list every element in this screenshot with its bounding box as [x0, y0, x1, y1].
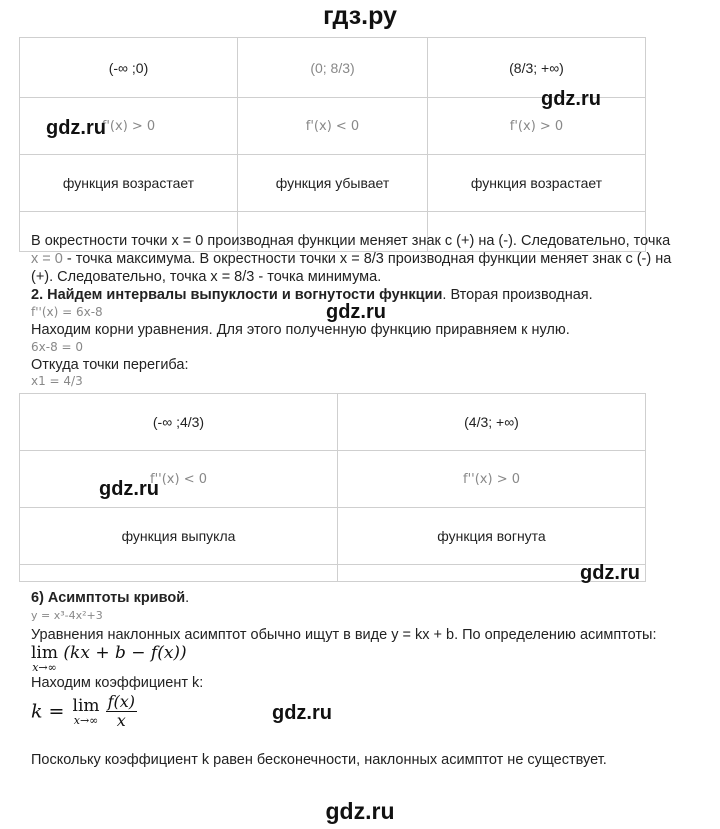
behavior-cell: функция возрастает: [428, 155, 646, 212]
inflection-point: x1 = 4/3: [31, 374, 83, 388]
second-derivative-formula: f''(x) = 6x-8: [31, 305, 103, 319]
behavior-cell: функция убывает: [238, 155, 428, 212]
behavior-cell: функция возрастает: [20, 155, 238, 212]
k-formula: k = lim x→∞ $\frac{f(x)}{x}$: [31, 692, 136, 730]
text-line: В окрестности точки x = 0 производная функции меняет знак с (+) на (-). Следовательно, точка: [31, 233, 671, 249]
text-line: Находим корни уравнения. Для этого полученную функцию приравняем к нулю.: [31, 322, 570, 338]
text-line: Находим коэффициент k:: [31, 675, 204, 691]
watermark: gdz.ru: [99, 478, 159, 500]
derivative-sign-cell: f'(x) > 0: [428, 98, 646, 155]
interval-cell: (8/3; +∞): [428, 38, 646, 98]
text-line: x = 0 - точка максимума. В окрестности точки x = 8/3 производная функции меняет знак с (-) на: [31, 251, 672, 267]
derivative-sign-cell: f'(x) > 0: [20, 98, 238, 155]
interval-cell: (-∞ ;0): [20, 38, 238, 98]
text-line: Уравнения наклонных асимптот обычно ищут в виде y = kx + b. По определению асимптоты:: [31, 627, 657, 643]
watermark: gdz.ru: [326, 301, 386, 323]
second-derivative-sign-cell: f''(x) < 0: [20, 451, 338, 508]
watermark: gdz.ru: [272, 702, 332, 724]
sign-table-first-derivative: [19, 37, 646, 252]
text-line: Поскольку коэффициент k равен бесконечности, наклонных асимптот не существует.: [31, 752, 607, 768]
curve-function: y = x³-4x²+3: [31, 609, 103, 622]
second-derivative-sign-cell: f''(x) > 0: [338, 451, 646, 508]
behavior-cell: функция вогнута: [338, 508, 646, 565]
interval-cell: (4/3; +∞): [338, 394, 646, 451]
watermark-footer: gdz.ru: [325, 798, 395, 824]
section-heading: 2. Найдем интервалы выпуклости и вогнутости функции. Вторая производная.: [31, 287, 593, 303]
interval-cell: (0; 8/3): [238, 38, 428, 98]
watermark: gdz.ru: [541, 88, 601, 110]
section-heading: 6) Асимптоты кривой.: [31, 590, 190, 606]
k-fraction: $\frac{f(x)}{x}$: [107, 692, 136, 730]
text-line: (+). Следовательно, точка x = 8/3 - точка минимума.: [31, 269, 382, 285]
derivative-sign-cell: f'(x) < 0: [238, 98, 428, 155]
watermark: gdz.ru: [46, 117, 106, 139]
equation: 6x-8 = 0: [31, 340, 84, 354]
site-title: гдз.ру: [323, 2, 397, 30]
limit-expression: lim x→∞ (kx + b − f(x)): [31, 643, 187, 674]
behavior-cell: функция выпукла: [20, 508, 338, 565]
watermark: gdz.ru: [580, 562, 640, 584]
inline-small-text: x = 0: [31, 251, 63, 267]
interval-cell: (-∞ ;4/3): [20, 394, 338, 451]
text-line: Откуда точки перегиба:: [31, 357, 189, 373]
